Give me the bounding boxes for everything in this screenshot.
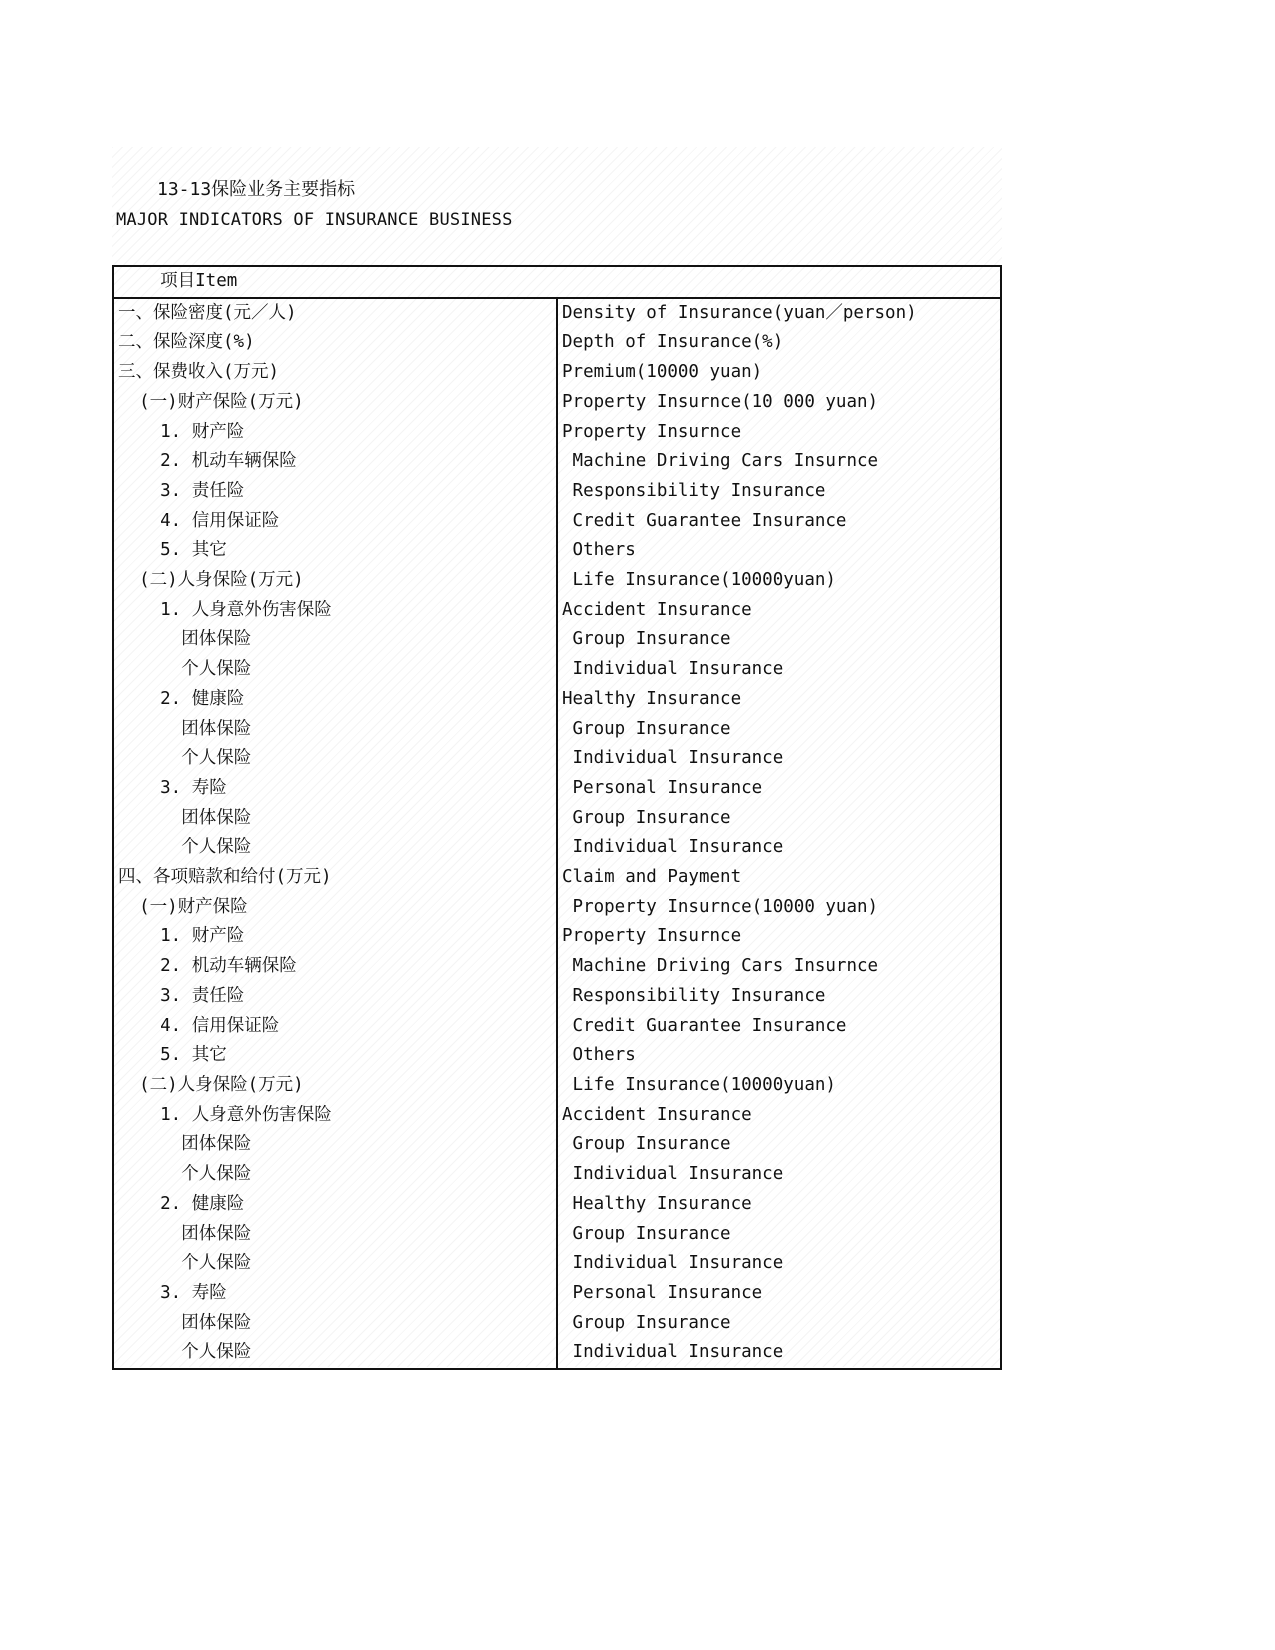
item-chinese-cell: 1. 财产险	[113, 922, 557, 952]
item-chinese-cell: 个人保险	[113, 1338, 557, 1369]
item-chinese-cell: 团体保险	[113, 1309, 557, 1339]
item-chinese-cell: (二)人身保险(万元)	[113, 1071, 557, 1101]
table-row	[113, 833, 1001, 863]
item-chinese-cell: 1. 人身意外伤害保险	[113, 596, 557, 626]
table-title-english: MAJOR INDICATORS OF INSURANCE BUSINESS	[116, 210, 513, 230]
item-chinese-cell: 团体保险	[113, 804, 557, 834]
item-english-cell: Property Insurnce(10000 yuan)	[557, 893, 1001, 923]
table-row	[113, 774, 1001, 804]
item-english-cell: Responsibility Insurance	[557, 982, 1001, 1012]
item-chinese-cell: 2. 健康险	[113, 1190, 557, 1220]
item-header-cell	[113, 266, 1001, 298]
table-row	[113, 1338, 1001, 1369]
item-header-label: 项目Item	[118, 271, 238, 291]
item-english-cell: Property Insurnce	[557, 418, 1001, 448]
table-row	[113, 328, 1001, 358]
item-chinese-cell: 3. 责任险	[113, 477, 557, 507]
item-chinese-cell: 4. 信用保证险	[113, 1012, 557, 1042]
table-row	[113, 982, 1001, 1012]
item-english-cell: Property Insurnce	[557, 922, 1001, 952]
item-english-cell: Property Insurnce(10 000 yuan)	[557, 388, 1001, 418]
item-english-cell: Others	[557, 536, 1001, 566]
item-chinese-cell: 团体保险	[113, 715, 557, 745]
item-chinese-cell: 2. 机动车辆保险	[113, 447, 557, 477]
table-row	[113, 358, 1001, 388]
item-english-cell: Depth of Insurance(%)	[557, 328, 1001, 358]
item-chinese-cell: 3. 寿险	[113, 1279, 557, 1309]
table-row	[113, 596, 1001, 626]
table-row	[113, 1130, 1001, 1160]
table-row	[113, 744, 1001, 774]
item-english-cell: Others	[557, 1041, 1001, 1071]
item-english-cell: Group Insurance	[557, 1309, 1001, 1339]
table-row	[113, 536, 1001, 566]
table-row	[113, 388, 1001, 418]
table-row	[113, 418, 1001, 448]
item-english-cell: Personal Insurance	[557, 1279, 1001, 1309]
item-english-cell: Healthy Insurance	[557, 1190, 1001, 1220]
table-row	[113, 1309, 1001, 1339]
table-row	[113, 804, 1001, 834]
item-chinese-cell: (一)财产保险(万元)	[113, 388, 557, 418]
item-english-cell: Machine Driving Cars Insurnce	[557, 447, 1001, 477]
table-header-row	[113, 266, 1001, 298]
table-row	[113, 952, 1001, 982]
table-row	[113, 922, 1001, 952]
item-chinese-cell: 2. 机动车辆保险	[113, 952, 557, 982]
item-english-cell: Individual Insurance	[557, 1249, 1001, 1279]
item-chinese-cell: 个人保险	[113, 1160, 557, 1190]
item-chinese-cell: 团体保险	[113, 1130, 557, 1160]
table-row	[113, 1160, 1001, 1190]
table-row	[113, 715, 1001, 745]
item-chinese-cell: 三、保费收入(万元)	[113, 358, 557, 388]
item-chinese-cell: 2. 健康险	[113, 685, 557, 715]
item-english-cell: Credit Guarantee Insurance	[557, 507, 1001, 537]
item-chinese-cell: 个人保险	[113, 655, 557, 685]
table-row	[113, 625, 1001, 655]
item-chinese-cell: 个人保险	[113, 744, 557, 774]
item-english-cell: Group Insurance	[557, 625, 1001, 655]
item-chinese-cell: 4. 信用保证险	[113, 507, 557, 537]
table-row	[113, 1101, 1001, 1131]
item-english-cell: Group Insurance	[557, 715, 1001, 745]
item-english-cell: Claim and Payment	[557, 863, 1001, 893]
item-english-cell: Individual Insurance	[557, 744, 1001, 774]
item-chinese-cell: 5. 其它	[113, 536, 557, 566]
item-english-cell: Accident Insurance	[557, 1101, 1001, 1131]
table-row	[113, 447, 1001, 477]
table-row	[113, 298, 1001, 329]
item-english-cell: Machine Driving Cars Insurnce	[557, 952, 1001, 982]
item-chinese-cell: 个人保险	[113, 833, 557, 863]
item-english-cell: Individual Insurance	[557, 1160, 1001, 1190]
item-chinese-cell: 团体保险	[113, 1220, 557, 1250]
item-chinese-cell: 3. 责任险	[113, 982, 557, 1012]
table-row	[113, 1279, 1001, 1309]
table-row	[113, 477, 1001, 507]
table-row	[113, 1041, 1001, 1071]
item-chinese-cell: 一、保险密度(元／人)	[113, 298, 557, 329]
table-title-chinese: 13-13保险业务主要指标	[157, 179, 356, 200]
indicators-table	[112, 265, 1002, 1370]
item-english-cell: Individual Insurance	[557, 1338, 1001, 1369]
item-english-cell: Accident Insurance	[557, 596, 1001, 626]
item-english-cell: Personal Insurance	[557, 774, 1001, 804]
item-english-cell: Credit Guarantee Insurance	[557, 1012, 1001, 1042]
item-chinese-cell: (一)财产保险	[113, 893, 557, 923]
item-chinese-cell: 1. 财产险	[113, 418, 557, 448]
table-row	[113, 566, 1001, 596]
item-english-cell: Individual Insurance	[557, 833, 1001, 863]
item-chinese-cell: 二、保险深度(%)	[113, 328, 557, 358]
item-chinese-cell: (二)人身保险(万元)	[113, 566, 557, 596]
item-english-cell: Group Insurance	[557, 1220, 1001, 1250]
table-row	[113, 1220, 1001, 1250]
item-english-cell: Premium(10000 yuan)	[557, 358, 1001, 388]
item-chinese-cell: 1. 人身意外伤害保险	[113, 1101, 557, 1131]
item-english-cell: Group Insurance	[557, 1130, 1001, 1160]
table-row	[113, 1190, 1001, 1220]
item-english-cell: Group Insurance	[557, 804, 1001, 834]
table-row	[113, 1071, 1001, 1101]
item-chinese-cell: 3. 寿险	[113, 774, 557, 804]
table-row	[113, 893, 1001, 923]
table-row	[113, 685, 1001, 715]
table-row	[113, 1249, 1001, 1279]
item-english-cell: Individual Insurance	[557, 655, 1001, 685]
item-chinese-cell: 团体保险	[113, 625, 557, 655]
item-english-cell: Life Insurance(10000yuan)	[557, 1071, 1001, 1101]
item-english-cell: Life Insurance(10000yuan)	[557, 566, 1001, 596]
table-row	[113, 1012, 1001, 1042]
item-english-cell: Density of Insurance(yuan／person)	[557, 298, 1001, 329]
item-english-cell: Healthy Insurance	[557, 685, 1001, 715]
table-row	[113, 507, 1001, 537]
item-chinese-cell: 5. 其它	[113, 1041, 557, 1071]
item-chinese-cell: 四、各项赔款和给付(万元)	[113, 863, 557, 893]
item-english-cell: Responsibility Insurance	[557, 477, 1001, 507]
table-row	[113, 863, 1001, 893]
item-chinese-cell: 个人保险	[113, 1249, 557, 1279]
table-row	[113, 655, 1001, 685]
